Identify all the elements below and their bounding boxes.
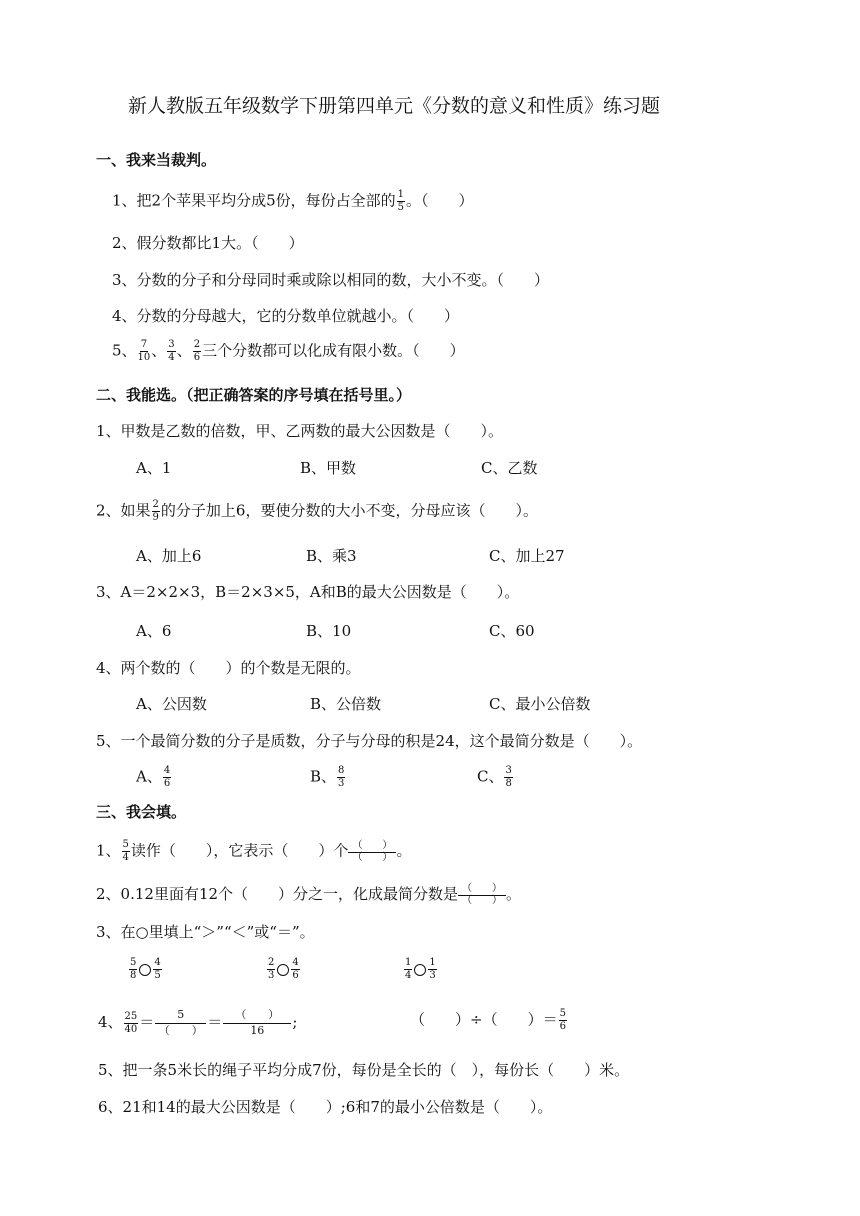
fraction: $\frac{5}{6}$: [559, 1008, 566, 1032]
s1-question-2: 2、假分数都比1大。（ ）: [112, 234, 304, 252]
section-2-heading: 二、我能选。（把正确答案的序号填在括号里。）: [96, 386, 412, 404]
compare-item-1: [128, 958, 163, 981]
s3-q4-division: （ ）÷（ ）＝ $\frac{5}{6}$: [410, 1008, 566, 1032]
s2-question-3: 3、A＝2×2×3，B＝2×3×5，A和B的最大公因数是（ ）。: [96, 583, 520, 601]
s3-question-5: 5、把一条5米长的绳子平均分成7份，每份是全长的（ ），每份长（ ）米。: [98, 1061, 630, 1079]
s1-question-3: 3、分数的分子和分母同时乘或除以相同的数，大小不变。（ ）: [112, 271, 550, 289]
s2-q4-option-c: C、最小公倍数: [489, 695, 591, 713]
s2-q3-option-c: C、60: [489, 622, 535, 640]
fraction: $\frac{3}{8}$: [505, 765, 512, 789]
blank-fraction: （ ） （ ）: [458, 884, 506, 906]
fraction: $\frac{8}{3}$: [338, 765, 345, 789]
s2-q3-option-a: A、6: [136, 622, 172, 640]
s1-question-5: 5、 $\frac{7}{10}$ 、 $\frac{3}{4}$ 、 $\frac{2}{6}$ 三个分数都可以化成有限小数。（ ）: [112, 339, 465, 363]
s2-q1-option-b: B、甲数: [300, 459, 357, 477]
compare-item-3: [403, 958, 438, 981]
section-3-heading: 三、我会填。: [96, 803, 187, 821]
fraction: $\frac{4}{5}$: [154, 957, 161, 981]
s2-q2-option-a: A、加上6: [136, 547, 202, 565]
compare-circle: [139, 964, 151, 976]
page-title: 新人教版五年级数学下册第四单元《分数的意义和性质》练习题: [128, 95, 661, 117]
compare-circle: [414, 964, 426, 976]
s2-question-5: 5、一个最简分数的分子是质数，分子与分母的积是24，这个最简分数是（ ）。: [96, 732, 643, 750]
fraction: $\frac{5}{( )}$: [155, 1009, 206, 1037]
s2-q1-option-a: A、1: [136, 459, 172, 477]
s3-question-3: 3、在○里填上“＞”“＜”或“＝”。: [96, 923, 315, 941]
s3-question-6: 6、21和14的最大公因数是（ ）;6和7的最小公倍数是（ ）。: [98, 1098, 553, 1116]
s1-question-4: 4、分数的分母越大，它的分数单位就越小。（ ）: [112, 307, 460, 325]
s2-q1-option-c: C、乙数: [481, 459, 538, 477]
fraction: $\frac{5}{8}$: [130, 957, 137, 981]
fraction: $\frac{1}{4}$: [405, 957, 412, 981]
fraction: $\frac{3}{4}$: [168, 339, 175, 363]
fraction: $\frac{4}{6}$: [292, 957, 299, 981]
compare-item-2: [266, 958, 301, 981]
s2-q5-option-a: A、 $\frac{4}{6}$: [136, 765, 171, 789]
s2-q4-option-a: A、公因数: [136, 695, 207, 713]
s1-q1-blank: 。（ ）: [406, 191, 474, 210]
fraction: $\frac{5}{4}$: [122, 839, 129, 863]
fraction: $\frac{2}{9}$: [152, 499, 159, 523]
section-1-heading: 一、我来当裁判。: [96, 151, 217, 169]
s2-q2-option-b: B、乘3: [306, 547, 357, 565]
compare-circle: [277, 964, 289, 976]
s2-q2-option-c: C、加上27: [489, 547, 565, 565]
fraction: $\frac{25}{40}$: [124, 1010, 138, 1035]
s1-question-1: [112, 190, 474, 213]
s2-question-4: 4、两个数的（ ）的个数是无限的。: [96, 659, 361, 677]
s1-q1-text: 1、把2个苹果平均分成5份，每份占全部的: [112, 191, 396, 210]
s2-question-2: 2、如果 $\frac{2}{9}$ 的分子加上6，要使分数的大小不变，分母应该（ ）。: [96, 499, 538, 523]
s2-q4-option-b: B、公倍数: [310, 695, 382, 713]
s3-question-4: 4、 $\frac{25}{40}$ ＝ $\frac{5}{( )}$ ＝ $\frac{( )}{16}$ ;: [98, 1008, 298, 1037]
blank-fraction: （ ） （ ）: [348, 841, 396, 863]
s2-question-1: 1、甲数是乙数的倍数，甲、乙两数的最大公因数是（ ）。: [96, 422, 504, 440]
fraction: $\frac{2}{6}$: [193, 339, 201, 363]
fraction: $\frac{1}{5}$: [397, 189, 405, 213]
fraction: $\frac{( )}{16}$: [223, 1009, 291, 1037]
s3-question-1: 1、 $\frac{5}{4}$ 读作（ ），它表示（ ）个 （ ） （ ） 。: [96, 839, 412, 863]
s2-q5-option-c: C、 $\frac{3}{8}$: [477, 765, 512, 789]
s2-q5-option-b: B、 $\frac{8}{3}$: [310, 765, 345, 789]
fraction: $\frac{4}{6}$: [163, 765, 171, 789]
fraction: $\frac{1}{3}$: [429, 957, 436, 981]
s2-q3-option-b: B、10: [306, 622, 352, 640]
fraction: $\frac{2}{3}$: [268, 957, 275, 981]
fraction: $\frac{7}{10}$: [137, 339, 151, 363]
s3-question-2: 2、0.12里面有12个（ ）分之一，化成最简分数是 （ ） （ ） 。: [96, 883, 522, 906]
